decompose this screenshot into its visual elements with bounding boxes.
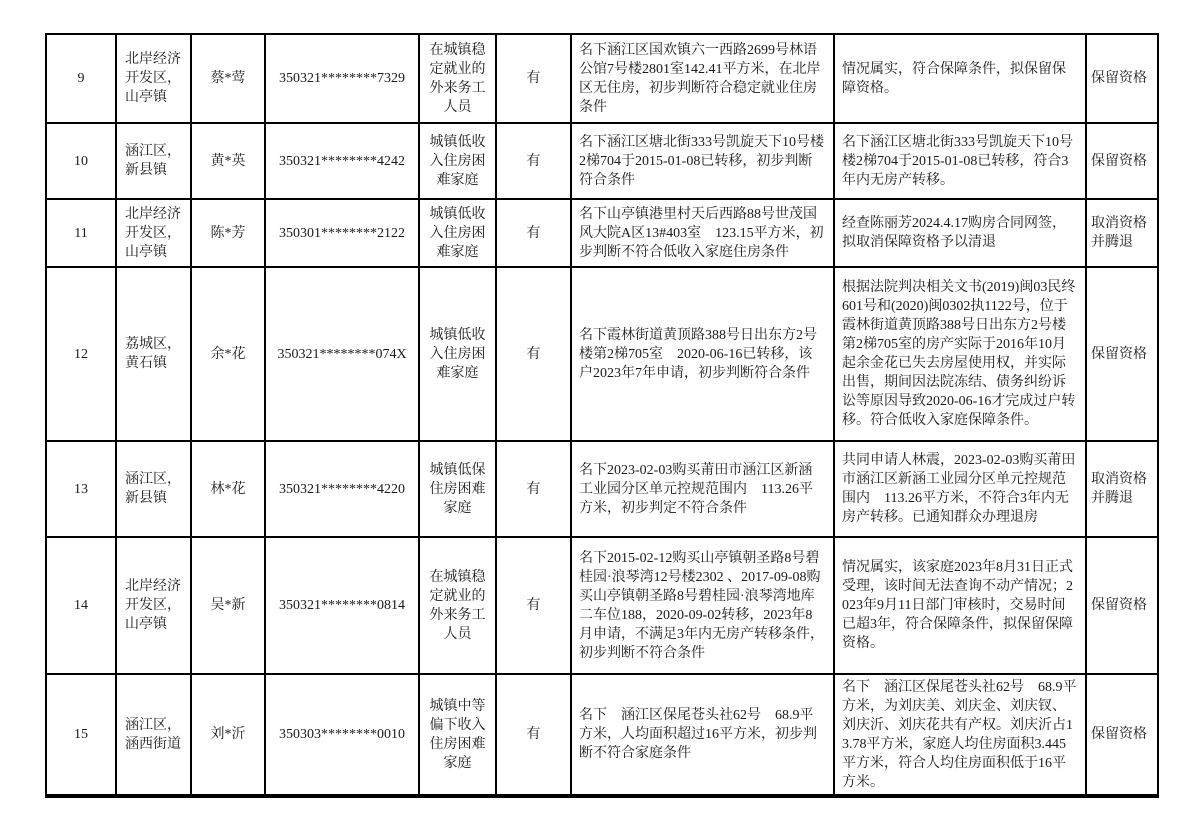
- cell-sequence-number: 12: [46, 267, 116, 441]
- cell-id-number: 350321********7329: [265, 34, 419, 123]
- table-row: [46, 441, 1158, 537]
- table-row: [46, 199, 1158, 267]
- cell-initial-check: 名下山亭镇港里村天后西路88号世茂国风大院A区13#403室 123.15平方米，初步判断不符合低收入家庭住房条件: [571, 199, 834, 267]
- cell-sequence-number: 13: [46, 441, 116, 537]
- cell-has-property: 有: [496, 123, 571, 199]
- cell-result: 取消资格并腾退: [1086, 199, 1158, 267]
- cell-result: 保留资格: [1086, 34, 1158, 123]
- cell-category: 城镇低收入住房困难家庭: [419, 199, 496, 267]
- cell-district: 涵江区，新县镇: [116, 123, 191, 199]
- cell-has-property: 有: [496, 441, 571, 537]
- cell-applicant-name: 陈*芳: [191, 199, 265, 267]
- cell-district: 北岸经济开发区，山亭镇: [116, 34, 191, 123]
- cell-category: 城镇低收入住房困难家庭: [419, 267, 496, 441]
- cell-district: 涵江区，涵西街道: [116, 674, 191, 796]
- cell-id-number: 350321********0814: [265, 537, 419, 674]
- cell-review-opinion: 共同申请人林震，2023-02-03购买莆田市涵江区新涵工业园分区单元控规范围内 113.26平方米，不符合3年内无房产转移。已通知群众办理退房: [834, 441, 1086, 537]
- table-row: [46, 537, 1158, 674]
- table-row: [46, 674, 1158, 796]
- cell-id-number: 350303********0010: [265, 674, 419, 796]
- cell-review-opinion: 根据法院判决相关文书(2019)闽03民终601号和(2020)闽0302执1122号，位于霞林街道黄顶路388号日出东方2号楼第2梯705室的房产实际于2016年10月起余金花已失去房屋使用权，并实际出售，期间因法院冻结、债务纠纷诉讼等原因导致2020-06-16才完成过户转移。符合低收入家庭保障条件。: [834, 267, 1086, 441]
- cell-applicant-name: 蔡*莺: [191, 34, 265, 123]
- cell-applicant-name: 吴*新: [191, 537, 265, 674]
- table-body: [46, 34, 1158, 796]
- cell-initial-check: 名下2015-02-12购买山亭镇朝圣路8号碧桂园·浪琴湾12号楼2302 、2017-09-08购买山亭镇朝圣路8号碧桂园·浪琴湾地库二车位188，2020-09-02转移，2023年8月申请，不满足3年内无房产转移条件，初步判断不符合条件: [571, 537, 834, 674]
- cell-review-opinion: 名下涵江区塘北街333号凯旋天下10号楼2梯704于2015-01-08已转移，符合3年内无房产转移。: [834, 123, 1086, 199]
- cell-applicant-name: 刘*沂: [191, 674, 265, 796]
- table-row: [46, 34, 1158, 123]
- cell-review-opinion: 经查陈丽芳2024.4.17购房合同网签，拟取消保障资格予以清退: [834, 199, 1086, 267]
- cell-sequence-number: 14: [46, 537, 116, 674]
- cell-has-property: 有: [496, 537, 571, 674]
- cell-review-opinion: 情况属实，该家庭2023年8月31日正式受理，该时间无法查询不动产情况；2023年9月11日部门审核时，交易时间已超3年，符合保障条件，拟保留保障资格。: [834, 537, 1086, 674]
- cell-applicant-name: 余*花: [191, 267, 265, 441]
- cell-sequence-number: 10: [46, 123, 116, 199]
- cell-has-property: 有: [496, 34, 571, 123]
- housing-review-table: [45, 33, 1159, 798]
- cell-applicant-name: 黄*英: [191, 123, 265, 199]
- cell-applicant-name: 林*花: [191, 441, 265, 537]
- cell-sequence-number: 15: [46, 674, 116, 796]
- cell-has-property: 有: [496, 674, 571, 796]
- cell-sequence-number: 9: [46, 34, 116, 123]
- cell-category: 城镇低收入住房困难家庭: [419, 123, 496, 199]
- cell-category: 城镇中等偏下收入住房困难家庭: [419, 674, 496, 796]
- cell-category: 城镇低保住房困难家庭: [419, 441, 496, 537]
- cell-initial-check: 名下2023-02-03购买莆田市涵江区新涵工业园分区单元控规范围内 113.26平方米，初步判定不符合条件: [571, 441, 834, 537]
- cell-initial-check: 名下涵江区塘北街333号凯旋天下10号楼2梯704于2015-01-08已转移，初步判断符合条件: [571, 123, 834, 199]
- cell-result: 保留资格: [1086, 537, 1158, 674]
- cell-sequence-number: 11: [46, 199, 116, 267]
- cell-id-number: 350301********2122: [265, 199, 419, 267]
- table-row: [46, 267, 1158, 441]
- cell-has-property: 有: [496, 199, 571, 267]
- cell-category: 在城镇稳定就业的外来务工人员: [419, 34, 496, 123]
- cell-initial-check: 名下 涵江区保尾苍头社62号 68.9平方米，人均面积超过16平方米，初步判断不符合家庭条件: [571, 674, 834, 796]
- cell-category: 在城镇稳定就业的外来务工人员: [419, 537, 496, 674]
- cell-result: 保留资格: [1086, 267, 1158, 441]
- cell-has-property: 有: [496, 267, 571, 441]
- cell-id-number: 350321********074X: [265, 267, 419, 441]
- cell-district: 北岸经济开发区，山亭镇: [116, 537, 191, 674]
- cell-id-number: 350321********4220: [265, 441, 419, 537]
- table-row: [46, 123, 1158, 199]
- cell-result: 保留资格: [1086, 674, 1158, 796]
- cell-id-number: 350321********4242: [265, 123, 419, 199]
- cell-result: 取消资格并腾退: [1086, 441, 1158, 537]
- cell-district: 荔城区，黄石镇: [116, 267, 191, 441]
- cell-initial-check: 名下霞林街道黄顶路388号日出东方2号楼第2梯705室 2020-06-16已转移，该户2023年7年申请，初步判断符合条件: [571, 267, 834, 441]
- cell-result: 保留资格: [1086, 123, 1158, 199]
- cell-review-opinion: 名下 涵江区保尾苍头社62号 68.9平方米，为刘庆美、刘庆金、刘庆钗、刘庆沂、刘庆花共有产权。刘庆沂占13.78平方米，家庭人均住房面积3.445平方米，符合人均住房面积低于16平方米。: [834, 674, 1086, 796]
- cell-district: 涵江区，新县镇: [116, 441, 191, 537]
- cell-initial-check: 名下涵江区国欢镇六一西路2699号林语公馆7号楼2801室142.41平方米，在北岸区无住房，初步判断符合稳定就业住房条件: [571, 34, 834, 123]
- cell-review-opinion: 情况属实，符合保障条件，拟保留保障资格。: [834, 34, 1086, 123]
- cell-district: 北岸经济开发区，山亭镇: [116, 199, 191, 267]
